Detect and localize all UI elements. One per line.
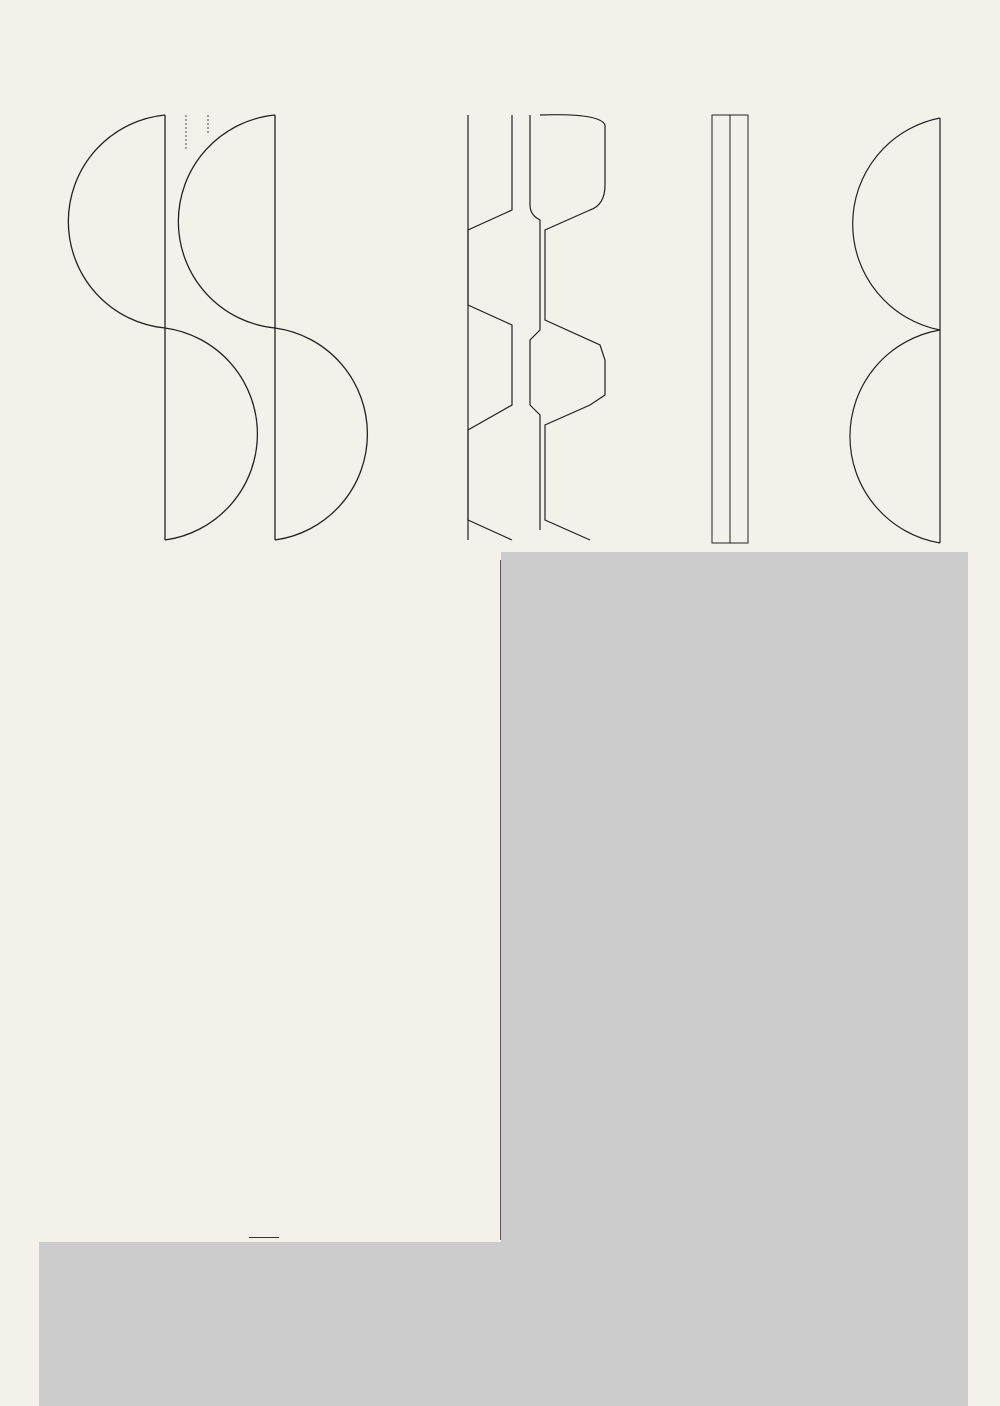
valve-curve-inner (468, 115, 512, 540)
crank-diagram-ab (68, 115, 367, 540)
curve-mid-lower (165, 328, 257, 540)
valve-curve-mid (530, 115, 540, 530)
crank-semicircles (850, 118, 940, 543)
redaction-block-bottom (39, 1242, 501, 1406)
body-column (50, 566, 496, 568)
section-end-rule (249, 1237, 279, 1238)
curve-right-lower (275, 328, 367, 540)
semicircle-xyz (850, 330, 940, 543)
semicircle-uwx (853, 118, 940, 330)
fig-3-diagram (0, 0, 1000, 560)
curve-mid-upper (178, 115, 275, 328)
valve-curve-outer (540, 115, 605, 540)
redaction-block-right (501, 552, 968, 1406)
valve-curves-fg (468, 115, 605, 540)
scale-cd (712, 115, 748, 543)
curve-left-upper (68, 115, 165, 328)
